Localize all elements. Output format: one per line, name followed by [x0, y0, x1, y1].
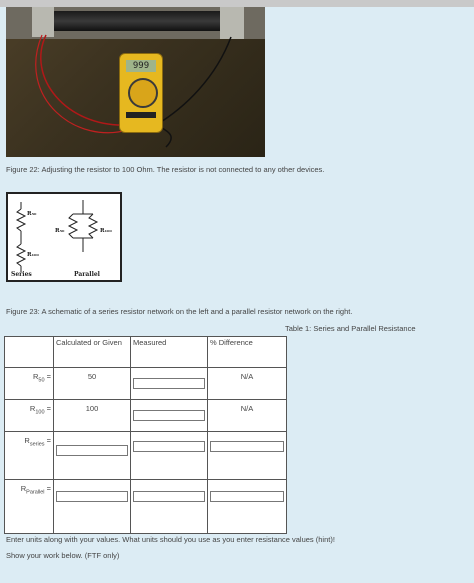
multimeter-jacks	[126, 112, 156, 118]
row-label-rparallel: $R_{Parallel}$ =	[5, 480, 54, 534]
schematic-parallel-label: Parallel	[74, 271, 100, 278]
multimeter-dial	[128, 78, 158, 108]
r50-measured-input[interactable]	[133, 378, 205, 389]
row-label-r50: $R_{50}$ =	[5, 368, 54, 400]
table-row-rseries	[5, 432, 287, 480]
table-title: Table 1: Series and Parallel Resistance	[285, 324, 416, 333]
table-row-r50	[5, 368, 287, 400]
resistance-table	[4, 336, 287, 534]
schematic-series-label: Series	[11, 271, 32, 278]
rseries-calculated-input[interactable]	[56, 445, 128, 456]
schematic-series-r50-label: R₅₀	[27, 211, 37, 217]
table-header-row	[5, 337, 287, 368]
header-empty-cell	[5, 337, 54, 368]
table-row-rparallel	[5, 480, 287, 534]
resistor-schematic	[6, 192, 122, 282]
rparallel-difference-cell	[208, 480, 287, 534]
header-measured: Measured	[131, 337, 208, 368]
r100-measured-cell	[131, 400, 208, 432]
show-work-instruction: Show your work below. (FTF only)	[6, 551, 120, 560]
rparallel-calculated-input[interactable]	[56, 491, 128, 502]
units-prompt: Enter units along with your values. What units should you use as you enter resistance values (hint)!	[6, 535, 335, 544]
rseries-difference-input[interactable]	[210, 441, 284, 452]
r100-difference-value: N/A	[208, 400, 287, 432]
r100-measured-input[interactable]	[133, 410, 205, 421]
schematic-drawing	[8, 194, 120, 280]
rparallel-measured-input[interactable]	[133, 491, 205, 502]
resistor-multimeter-photo	[6, 7, 265, 157]
multimeter-display: 999	[126, 60, 156, 72]
table-row-r100	[5, 400, 287, 432]
r100-calculated-value: 100	[54, 400, 131, 432]
rseries-calculated-cell	[54, 432, 131, 480]
rparallel-difference-input[interactable]	[210, 491, 284, 502]
figure-22-caption: Figure 22: Adjusting the resistor to 100 Ohm. The resistor is not connected to any other devices.	[6, 165, 325, 174]
rseries-measured-cell	[131, 432, 208, 480]
r50-measured-cell	[131, 368, 208, 400]
r50-calculated-value: 50	[54, 368, 131, 400]
header-percent-difference: % Difference	[208, 337, 287, 368]
rseries-difference-cell	[208, 432, 287, 480]
rparallel-measured-cell	[131, 480, 208, 534]
row-label-r100: $R_{100}$ =	[5, 400, 54, 432]
schematic-parallel-r50-label: R₅₀	[55, 228, 65, 234]
multimeter	[119, 53, 163, 133]
schematic-parallel-r100-label: R₁₀₀	[100, 228, 112, 234]
rseries-measured-input[interactable]	[133, 441, 205, 452]
rparallel-calculated-cell	[54, 480, 131, 534]
r50-difference-value: N/A	[208, 368, 287, 400]
row-label-rseries: $R_{series}$ =	[5, 432, 54, 480]
header-calculated: Calculated or Given	[54, 337, 131, 368]
figure-23-caption: Figure 23: A schematic of a series resistor network on the left and a parallel resistor network on the right.	[6, 307, 353, 316]
schematic-series-r100-label: R₁₀₀	[27, 252, 39, 258]
top-bar	[0, 0, 474, 7]
